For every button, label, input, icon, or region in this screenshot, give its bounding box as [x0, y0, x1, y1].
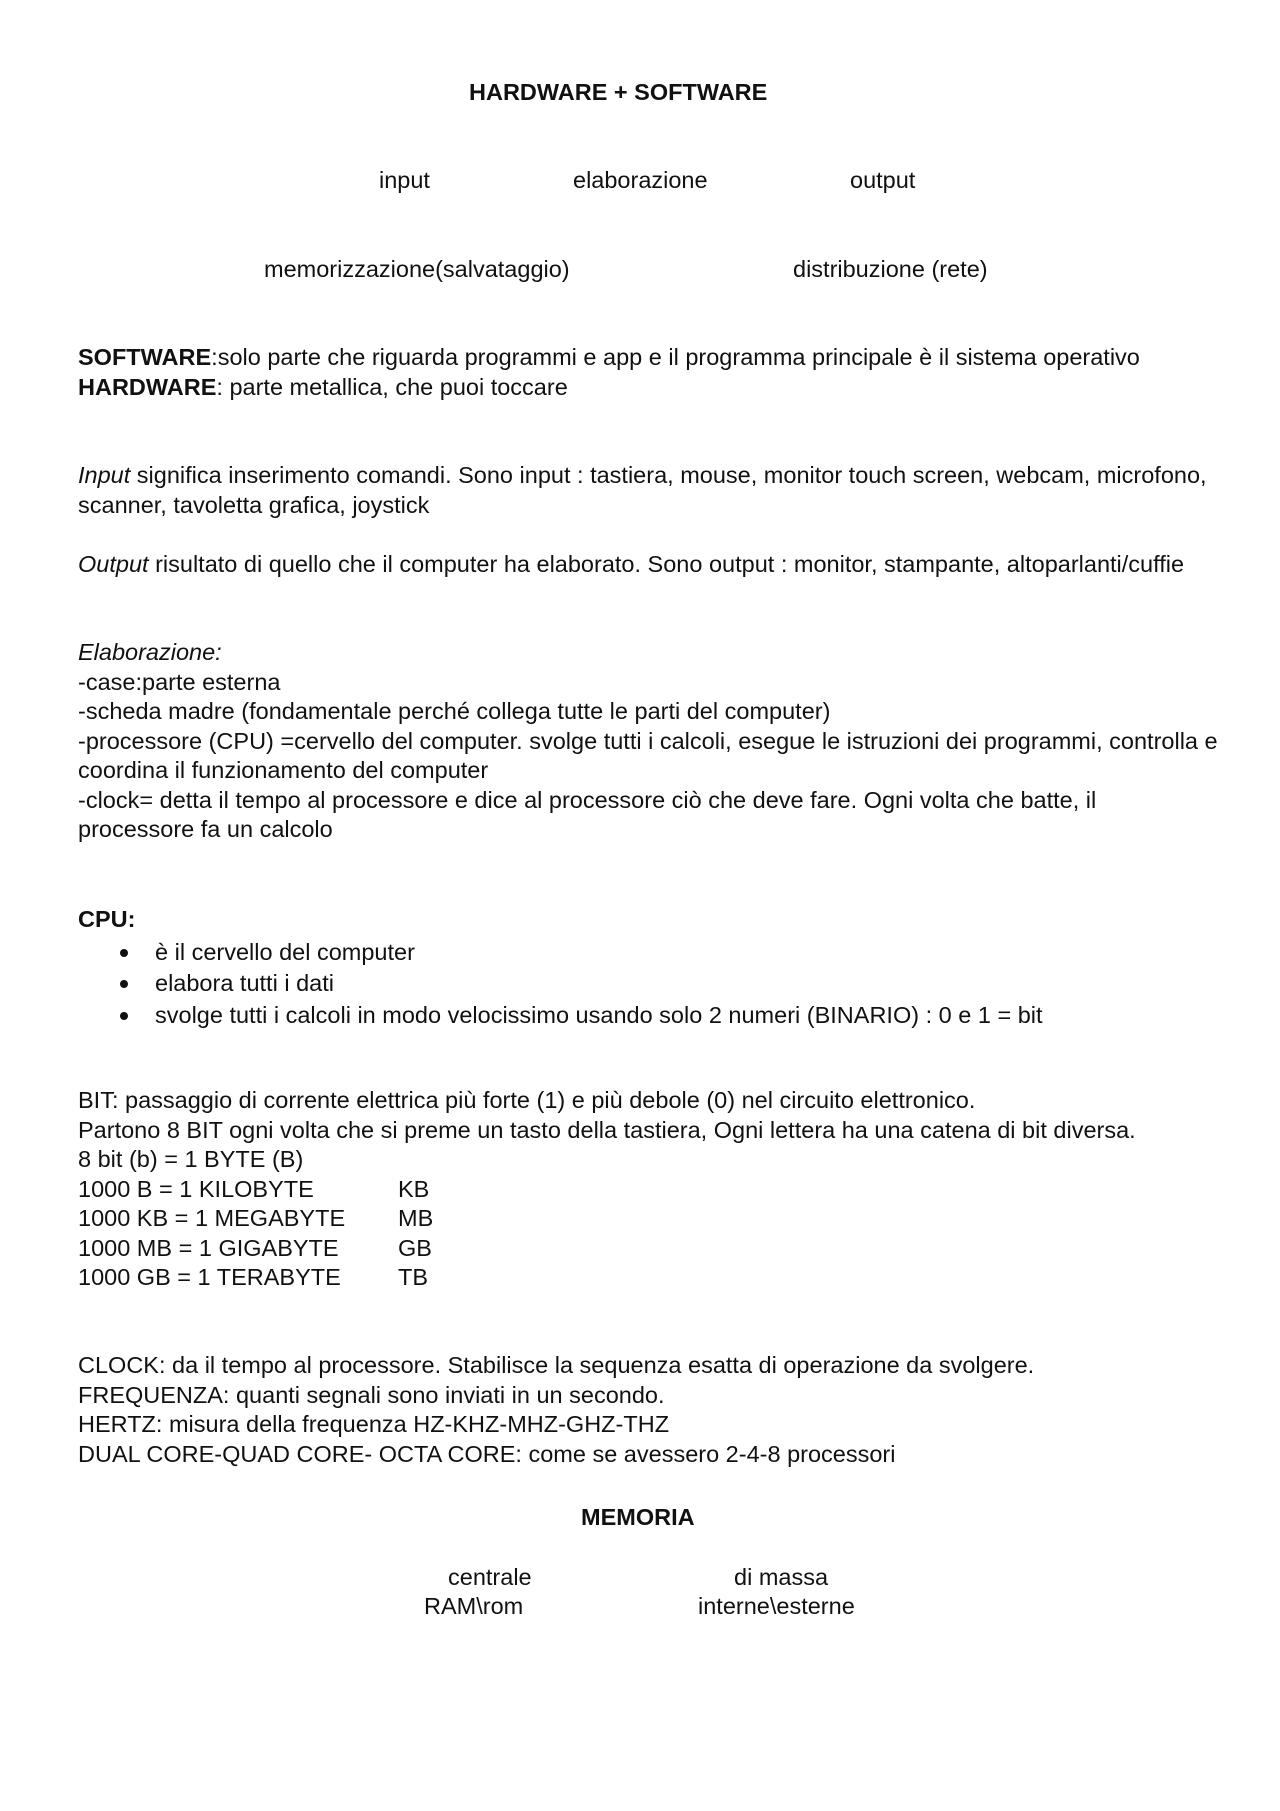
- clock-line: HERTZ: misura della frequenza HZ-KHZ-MHZ-GHZ-THZ: [78, 1411, 670, 1437]
- unit-row: [78, 1204, 1218, 1234]
- unit-abbr: MB: [398, 1205, 434, 1231]
- flow-output: output: [850, 167, 916, 193]
- bit-section: [78, 1086, 1218, 1293]
- memoria-massa-sub: interne\esterne: [698, 1593, 855, 1619]
- cpu-bullet: è il cervello del computer: [78, 938, 1218, 968]
- software-definition: [78, 343, 1218, 373]
- bit-line: BIT: passaggio di corrente elettrica più forte (1) e più debole (0) nel circuito elettronico.: [78, 1087, 976, 1113]
- input-definition: [78, 461, 1218, 520]
- cpu-section: [78, 905, 1218, 1030]
- unit-row: [78, 1175, 1218, 1205]
- elaborazione-line: -scheda madre (fondamentale perché collega tutte le parti del computer): [78, 698, 831, 724]
- unit-equation: 1000 MB = 1 GIGABYTE: [78, 1234, 339, 1261]
- flow-input: input: [379, 167, 430, 193]
- software-text: :solo parte che riguarda programmi e app e il programma principale è il sistema operativo: [211, 344, 1140, 370]
- cpu-heading: CPU:: [78, 906, 136, 932]
- page-title: HARDWARE + SOFTWARE: [469, 79, 768, 105]
- unit-equation: 1000 B = 1 KILOBYTE: [78, 1175, 314, 1202]
- elaborazione-section: [78, 638, 1218, 845]
- unit-abbr: KB: [398, 1175, 430, 1202]
- output-term: Output: [78, 551, 149, 577]
- clock-line: FREQUENZA: quanti segnali sono inviati in un secondo.: [78, 1381, 665, 1408]
- elaborazione-line: -clock= detta il tempo al processore e dice al processore ciò che deve fare. Ogni volta che batte, il processore fa un calcolo: [78, 786, 1097, 842]
- elaborazione-line: -processore (CPU) =cervello del computer. svolge tutti i calcoli, esegue le istruzioni dei programmi, controlla e: [78, 727, 1218, 754]
- flow-memorizzazione: memorizzazione(salvataggio): [264, 256, 570, 282]
- elaborazione-heading: Elaborazione:: [78, 639, 222, 665]
- flow-distribuzione: distribuzione (rete): [793, 256, 988, 282]
- memoria-centrale-sub: RAM\rom: [424, 1593, 524, 1619]
- clock-line: CLOCK: da il tempo al processore. Stabilisce la sequenza esatta di operazione da svolgere.: [78, 1352, 1035, 1378]
- flow-elaborazione: elaborazione: [573, 167, 708, 193]
- definitions-block: [78, 343, 1218, 402]
- input-term: Input: [78, 462, 131, 488]
- clock-line: DUAL CORE-QUAD CORE- OCTA CORE: come se avessero 2-4-8 processori: [78, 1440, 896, 1467]
- bit-line: Partono 8 BIT ogni volta che si preme un tasto della tastiera, Ogni lettera ha una catena di bit diversa.: [78, 1116, 1136, 1143]
- unit-abbr: GB: [398, 1234, 432, 1261]
- hardware-definition: [78, 373, 1218, 403]
- cpu-bullet: elabora tutti i dati: [78, 969, 1218, 999]
- software-term: SOFTWARE: [78, 344, 212, 370]
- elaborazione-line: -case:parte esterna: [78, 668, 281, 695]
- input-text: significa inserimento comandi. Sono input : tastiera, mouse, monitor touch screen, webcam, microfono, scanner, tavoletta grafica, joystick: [78, 462, 1207, 518]
- output-definition: [78, 550, 1218, 580]
- cpu-bullet: svolge tutti i calcoli in modo velocissimo usando solo 2 numeri (BINARIO) : 0 e 1 = bit: [78, 1001, 1218, 1031]
- output-text: risultato di quello che il computer ha elaborato. Sono output : monitor, stampante, altoparlanti/cuffie: [148, 551, 1185, 577]
- memoria-heading: MEMORIA: [581, 1504, 695, 1530]
- elaborazione-line: coordina il funzionamento del computer: [78, 757, 489, 783]
- unit-row: [78, 1263, 1218, 1293]
- clock-section: [78, 1351, 1218, 1469]
- unit-abbr: TB: [398, 1264, 429, 1290]
- hardware-term: HARDWARE: [78, 373, 217, 400]
- memoria-massa: di massa: [734, 1564, 829, 1590]
- unit-row: [78, 1234, 1218, 1264]
- unit-equation: 1000 GB = 1 TERABYTE: [78, 1264, 341, 1290]
- memoria-centrale: centrale: [448, 1564, 532, 1590]
- hardware-text: : parte metallica, che puoi toccare: [216, 373, 568, 400]
- cpu-bullet-list: [78, 938, 1218, 1031]
- unit-equation: 1000 KB = 1 MEGABYTE: [78, 1205, 346, 1231]
- bit-line: 8 bit (b) = 1 BYTE (B): [78, 1146, 304, 1172]
